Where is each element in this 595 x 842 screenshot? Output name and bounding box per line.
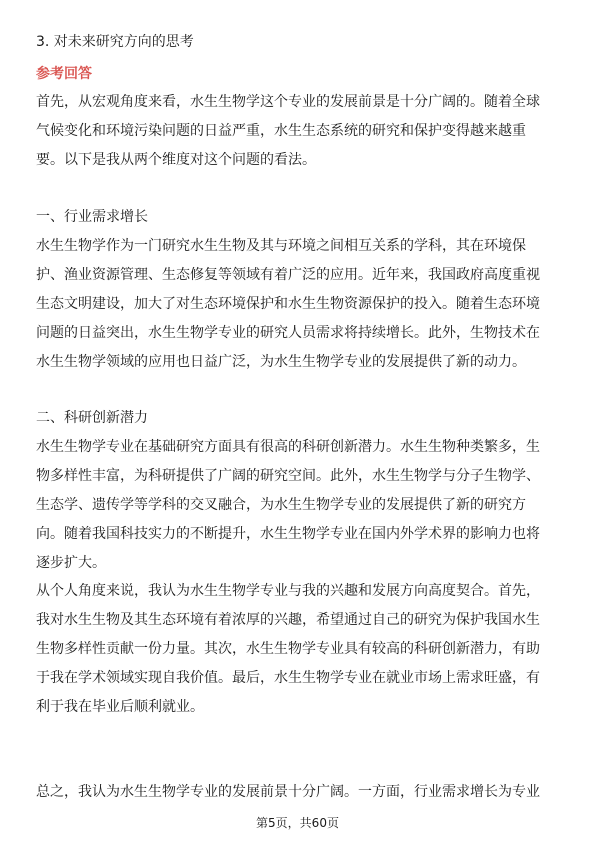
para3-line: 从个人角度来说，我认为水生生物学专业与我的兴趣和发展方向高度契合。首先， xyxy=(36,583,540,599)
para3-line: 生物多样性贡献一份力量。其次，水生生物学专业具有较高的科研创新潜力，有助 xyxy=(36,641,540,657)
intro-line: 首先，从宏观角度来看，水生生物学这个专业的发展前景是十分广阔的。随着全球 xyxy=(36,94,540,110)
para3-line: 利于我在毕业后顺利就业。 xyxy=(36,699,204,715)
paragraph-conclusion xyxy=(36,778,561,807)
para3-line: 于我在学术领域实现自我价值。最后，水生生物学专业在就业市场上需求旺盛，有 xyxy=(36,670,540,686)
heading-2: 二、科研创新潜力 xyxy=(36,410,148,426)
para2-line: 生态学、遗传学等学科的交叉融合，为水生生物学专业的发展提供了新的研究方 xyxy=(36,497,526,513)
para2-line: 物多样性丰富，为科研提供了广阔的研究空间。此外，水生生物学与分子生物学、 xyxy=(36,468,540,484)
intro-line: 气候变化和环境污染问题的日益严重，水生生态系统的研究和保护变得越来越重 xyxy=(36,123,526,139)
para1-line: 水生生物学作为一门研究水生生物及其与环境之间相互关系的学科，其在环境保 xyxy=(36,238,526,254)
intro-paragraph xyxy=(36,88,561,175)
paragraph-personal xyxy=(36,577,561,722)
heading-1: 一、行业需求增长 xyxy=(36,209,148,225)
page-footer: 第5页，共60页 xyxy=(256,816,339,830)
para2-line: 水生生物学专业在基础研究方面具有很高的科研创新潜力。水生生物种类繁多，生 xyxy=(36,439,540,455)
paragraph-research-innovation xyxy=(36,433,561,578)
heading-industry-demand xyxy=(36,203,561,232)
para1-line: 护、渔业资源管理、生态修复等领域有着广泛的应用。近年来，我国政府高度重视 xyxy=(36,267,540,283)
intro-line: 要。以下是我从两个维度对这个问题的看法。 xyxy=(36,152,316,168)
paragraph-industry-demand xyxy=(36,232,561,377)
section-title: 3. 对未来研究方向的思考 xyxy=(36,34,194,50)
answer-label: 参考回答 xyxy=(36,66,92,82)
para2-line: 逐步扩大。 xyxy=(36,555,106,571)
para1-line: 水生生物学领域的应用也日益广泛，为水生生物学专业的发展提供了新的动力。 xyxy=(36,354,526,370)
heading-research-innovation xyxy=(36,404,561,433)
para1-line: 生态文明建设，加大了对生态环境保护和水生生物资源保护的投入。随着生态环境 xyxy=(36,296,540,312)
para2-line: 向。随着我国科技实力的不断提升，水生生物学专业在国内外学术界的影响力也将 xyxy=(36,526,540,542)
para1-line: 问题的日益突出，水生生物学专业的研究人员需求将持续增长。此外，生物技术在 xyxy=(36,325,540,341)
para4-line: 总之，我认为水生生物学专业的发展前景十分广阔。一方面，行业需求增长为专业 xyxy=(36,784,540,800)
para3-line: 我对水生生物及其生态环境有着浓厚的兴趣，希望通过自己的研究为保护我国水生 xyxy=(36,612,540,628)
